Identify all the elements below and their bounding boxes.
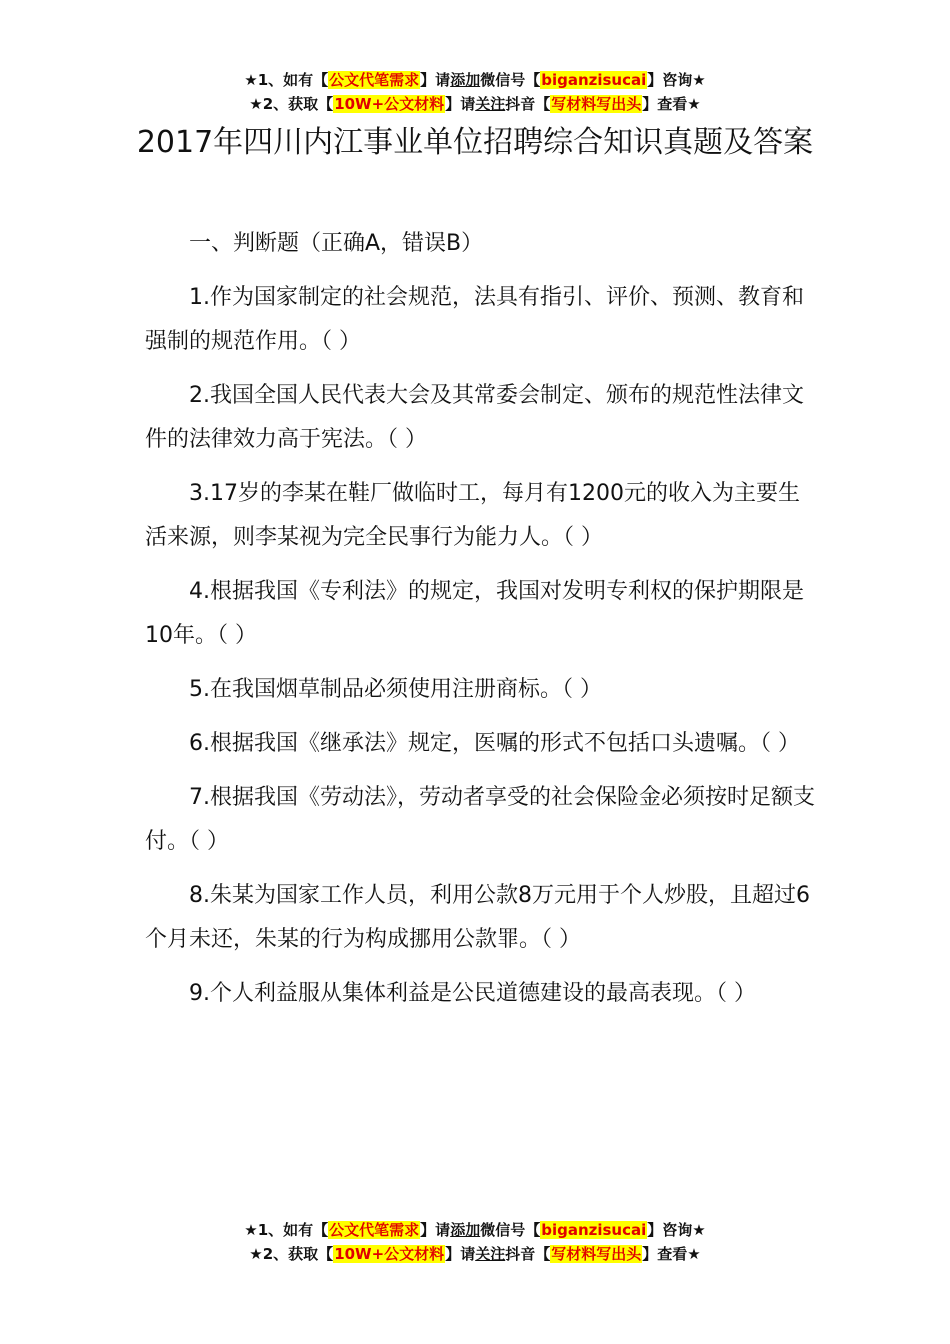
promo-text: 抖音【 [505,1245,551,1263]
question-8: 8.朱某为国家工作人员，利用公款8万元用于个人炒股，且超过6个月未还，朱某的行为构成挪用公款罪。（ ） [145,883,810,952]
question-2: 2.我国全国人民代表大会及其常委会制定、颁布的规范性法律文件的法律效力高于宪法。（ ） [145,383,804,452]
section-heading: 一、判断题（正确A，错误B） [189,231,484,256]
promo-highlight: 写材料写出头 [551,95,642,113]
promo-underlined: 添加 [450,71,481,89]
promo-text: 】咨询★ [647,1221,706,1239]
promo-text: 】请 [420,71,451,89]
question-9: 9.个人利益服从集体利益是公民道德建设的最高表现。（ ） [189,981,756,1006]
promo-text: ★2、获取【 [249,95,334,113]
promo-line-2 [0,1242,950,1266]
promo-highlight: 10W+公文材料 [334,1245,445,1263]
promo-highlight: 写材料写出头 [551,1245,642,1263]
promo-text: 】咨询★ [647,71,706,89]
question-7: 7.根据我国《劳动法》，劳动者享受的社会保险金必须按时足额支付。（ ） [145,785,815,854]
promo-highlight: 10W+公文材料 [334,95,445,113]
question-3: 3.17岁的李某在鞋厂做临时工，每月有1200元的收入为主要生活来源，则李某视为完全民事行为能力人。（ ） [145,481,800,550]
promo-header [0,68,950,116]
promo-line-1 [0,68,950,92]
promo-highlight: 公文代笔需求 [329,1221,420,1239]
promo-line-2 [0,92,950,116]
question-5: 5.在我国烟草制品必须使用注册商标。（ ） [189,677,602,702]
promo-text: 】请 [420,1221,451,1239]
promo-text: ★2、获取【 [249,1245,334,1263]
promo-highlight: 公文代笔需求 [329,71,420,89]
promo-highlight: biganzisucai [541,71,647,89]
promo-footer [0,1218,950,1266]
question-6: 6.根据我国《继承法》规定，医嘱的形式不包括口头遗嘱。（ ） [189,731,800,756]
promo-text: 抖音【 [505,95,551,113]
promo-underlined: 关注 [475,95,506,113]
promo-text: ★1、如有【 [244,1221,329,1239]
promo-text: ★1、如有【 [244,71,329,89]
promo-text: 微信号【 [480,1221,541,1239]
promo-text: 】请 [445,1245,476,1263]
promo-underlined: 关注 [475,1245,506,1263]
promo-line-1 [0,1218,950,1242]
promo-text: 】查看★ [642,95,701,113]
promo-text: 】请 [445,95,476,113]
document-title: 2017年四川内江事业单位招聘综合知识真题及答案 [136,125,814,160]
question-4: 4.根据我国《专利法》的规定，我国对发明专利权的保护期限是10年。（ ） [145,579,804,648]
promo-highlight: biganzisucai [541,1221,647,1239]
promo-text: 微信号【 [480,71,541,89]
promo-underlined: 添加 [450,1221,481,1239]
promo-text: 】查看★ [642,1245,701,1263]
question-1: 1.作为国家制定的社会规范，法具有指引、评价、预测、教育和强制的规范作用。（ ） [145,285,804,354]
document-body [145,222,820,1026]
